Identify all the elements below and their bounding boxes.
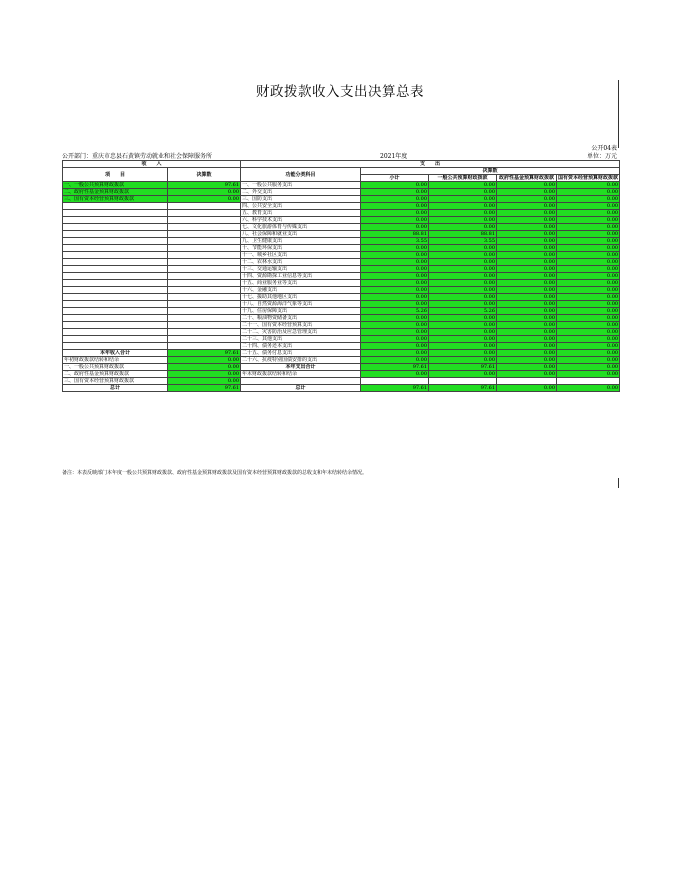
income-summary-value: 97.61: [168, 350, 241, 357]
subtotal-header: 小计: [361, 175, 429, 182]
expense-item-value: 0.00: [557, 273, 620, 280]
empty-cell: [63, 259, 168, 266]
carryover-end-value: 0.00: [557, 371, 620, 378]
expense-item-label: 二十五、债务付息支出: [241, 350, 361, 357]
expense-item-value: 5.26: [361, 308, 429, 315]
empty-cell: [63, 231, 168, 238]
expense-item-value: 0.00: [429, 189, 497, 196]
income-item-label: 一、一般公共预算财政拨款: [63, 182, 168, 189]
empty-cell: [63, 203, 168, 210]
carryover-item-value: 0.00: [168, 364, 241, 371]
table-row: [63, 364, 620, 371]
table-row: [63, 343, 620, 350]
empty-cell: [168, 336, 241, 343]
expense-item-value: 0.00: [497, 350, 557, 357]
expense-item-value: 0.00: [557, 182, 620, 189]
empty-cell: [63, 224, 168, 231]
table-row: [63, 371, 620, 378]
expense-item-label: 七、文化旅游体育与传媒支出: [241, 224, 361, 231]
table-row: [63, 287, 620, 294]
table-row: [63, 385, 620, 392]
expense-item-value: 0.00: [429, 203, 497, 210]
page-title: 财政拨款收入支出决算总表: [256, 84, 424, 100]
table-row: [63, 189, 620, 196]
table-row: [63, 273, 620, 280]
empty-cell: [168, 238, 241, 245]
expense-item-value: 0.00: [497, 343, 557, 350]
expense-item-value: 0.00: [429, 182, 497, 189]
expense-total-value: 97.61: [429, 364, 497, 371]
empty-cell: [168, 203, 241, 210]
expense-item-value: 88.81: [361, 231, 429, 238]
expense-item-value: 0.00: [361, 182, 429, 189]
expense-item-value: 0.00: [497, 287, 557, 294]
table-row: [63, 336, 620, 343]
table-row: [63, 329, 620, 336]
empty-cell: [168, 287, 241, 294]
empty-cell: [168, 252, 241, 259]
expense-item-value: 0.00: [497, 294, 557, 301]
empty-cell: [168, 294, 241, 301]
expense-item-label: 六、科学技术支出: [241, 217, 361, 224]
table-row: [63, 315, 620, 322]
income-header: 收 入: [63, 161, 241, 168]
expense-item-value: 0.00: [429, 273, 497, 280]
empty-cell: [63, 252, 168, 259]
carryover-end-value: 0.00: [429, 371, 497, 378]
expense-item-value: 0.00: [361, 217, 429, 224]
empty-cell: [63, 210, 168, 217]
expense-item-value: 0.00: [557, 259, 620, 266]
expense-item-value: 0.00: [497, 273, 557, 280]
expense-item-value: 0.00: [429, 294, 497, 301]
empty-cell: [63, 280, 168, 287]
empty-cell: [63, 308, 168, 315]
expense-item-value: 0.00: [429, 252, 497, 259]
expense-item-value: 0.00: [497, 245, 557, 252]
expense-item-value: 0.00: [557, 245, 620, 252]
expense-item-value: 0.00: [497, 259, 557, 266]
expense-item-value: 0.00: [361, 315, 429, 322]
expense-item-value: 0.00: [361, 336, 429, 343]
expense-header: 支 出: [241, 161, 620, 168]
expense-item-value: 0.00: [557, 196, 620, 203]
carryover-end-value: 0.00: [361, 371, 429, 378]
expense-item-label: 九、卫生健康支出: [241, 238, 361, 245]
expense-item-value: 3.55: [429, 238, 497, 245]
expense-item-value: 0.00: [429, 196, 497, 203]
empty-cell: [168, 343, 241, 350]
department-label: 公开部门：重庆市忠县石黄镇劳动就业和社会保障服务所: [62, 153, 213, 160]
carryover-item-label: 一、一般公共预算财政拨款: [63, 364, 168, 371]
expense-item-label: 一、一般公共服务支出: [241, 182, 361, 189]
expense-item-value: 0.00: [361, 224, 429, 231]
expense-item-value: 0.00: [497, 196, 557, 203]
gov-fund-header: 政府性基金预算财政拨款: [497, 175, 557, 182]
carryover-end-label: 年末财政拨款结转和结余: [241, 371, 361, 378]
income-item-value: 97.61: [168, 182, 241, 189]
expense-item-label: 二、外交支出: [241, 189, 361, 196]
empty-cell: [168, 280, 241, 287]
footnote: 备注：本表反映部门本年度一般公共预算财政拨款、政府性基金预算财政拨款及国有资本经营预算财政拨款的总收支和年末结转结余情况。: [62, 470, 368, 476]
expense-item-value: 0.00: [361, 280, 429, 287]
expense-item-value: 0.00: [557, 322, 620, 329]
income-summary-value: 0.00: [168, 357, 241, 364]
empty-cell: [241, 378, 361, 385]
expense-item-value: 0.00: [429, 266, 497, 273]
expense-total-label: 本年支出合计: [241, 364, 361, 371]
empty-cell: [361, 378, 429, 385]
expense-item-value: 0.00: [361, 294, 429, 301]
expense-item-value: 0.00: [429, 329, 497, 336]
expense-item-value: 0.00: [429, 357, 497, 364]
expense-item-value: 0.00: [429, 301, 497, 308]
expense-item-label: 十二、农林水支出: [241, 259, 361, 266]
expense-total-value: 0.00: [497, 364, 557, 371]
expense-item-value: 0.00: [557, 315, 620, 322]
carryover-item-value: 0.00: [168, 371, 241, 378]
grand-total-expense: 97.61: [429, 385, 497, 392]
table-row: [63, 217, 620, 224]
expense-item-label: 二十、粮油物资储备支出: [241, 315, 361, 322]
expense-item-value: 0.00: [361, 252, 429, 259]
income-summary-label: 本年收入合计: [63, 350, 168, 357]
sheet-edge-line-bottom: [618, 478, 619, 488]
expense-item-value: 0.00: [557, 287, 620, 294]
empty-cell: [168, 322, 241, 329]
expense-item-value: 0.00: [361, 301, 429, 308]
expense-item-label: 十七、援助其他地区支出: [241, 294, 361, 301]
expense-item-value: 0.00: [429, 336, 497, 343]
expense-item-value: 0.00: [429, 245, 497, 252]
expense-item-value: 0.00: [557, 203, 620, 210]
expense-total-value: 0.00: [557, 364, 620, 371]
table-row: [63, 182, 620, 189]
expense-item-value: 0.00: [497, 224, 557, 231]
expense-item-value: 0.00: [361, 273, 429, 280]
expense-item-value: 0.00: [361, 259, 429, 266]
expense-item-value: 0.00: [497, 266, 557, 273]
income-item-value: 0.00: [168, 189, 241, 196]
empty-cell: [63, 245, 168, 252]
expense-item-value: 0.00: [361, 322, 429, 329]
expense-item-label: 八、社会保障和就业支出: [241, 231, 361, 238]
expense-item-value: 0.00: [497, 315, 557, 322]
empty-cell: [168, 259, 241, 266]
table-row: [63, 252, 620, 259]
expense-item-value: 0.00: [557, 343, 620, 350]
expense-item-label: 二十四、债务还本支出: [241, 343, 361, 350]
expense-item-label: 十六、金融支出: [241, 287, 361, 294]
item-header: 项 目: [63, 168, 168, 182]
general-public-header: 一般公共预算财政拨款: [429, 175, 497, 182]
expense-item-value: 0.00: [557, 210, 620, 217]
table-row: [63, 266, 620, 273]
expense-item-value: 0.00: [557, 231, 620, 238]
state-capital-header: 国有资本经营预算财政拨款: [558, 175, 619, 181]
expense-item-label: 十四、资源勘探工业信息等支出: [241, 273, 361, 280]
expense-item-value: 0.00: [497, 301, 557, 308]
table-row: [63, 203, 620, 210]
expense-item-value: 0.00: [557, 294, 620, 301]
expense-item-value: 0.00: [497, 210, 557, 217]
carryover-end-value: 0.00: [497, 371, 557, 378]
expense-item-value: 0.00: [361, 245, 429, 252]
empty-cell: [168, 273, 241, 280]
expense-item-value: 0.00: [429, 322, 497, 329]
income-item-label: 三、国有资本经营预算财政拨款: [63, 196, 168, 203]
expense-item-value: 5.26: [429, 308, 497, 315]
table-row: [63, 210, 620, 217]
empty-cell: [168, 217, 241, 224]
expense-item-value: 0.00: [361, 210, 429, 217]
expense-item-value: 0.00: [557, 266, 620, 273]
table-row: [63, 350, 620, 357]
carryover-item-label: 三、国有资本经营预算财政拨款: [63, 378, 168, 385]
expense-item-value: 0.00: [429, 210, 497, 217]
expense-item-value: 0.00: [429, 259, 497, 266]
expense-item-value: 0.00: [557, 301, 620, 308]
empty-cell: [63, 301, 168, 308]
table-row: [63, 245, 620, 252]
expense-item-label: 十一、城乡社区支出: [241, 252, 361, 259]
expense-item-label: 四、公共安全支出: [241, 203, 361, 210]
table-row: [63, 231, 620, 238]
empty-cell: [63, 273, 168, 280]
expense-item-value: 0.00: [557, 329, 620, 336]
expense-item-value: 0.00: [429, 315, 497, 322]
table-row: [63, 357, 620, 364]
income-summary-label: 年初财政拨款结转和结余: [63, 357, 168, 364]
empty-cell: [168, 231, 241, 238]
empty-cell: [63, 315, 168, 322]
empty-cell: [63, 329, 168, 336]
table-row: [63, 280, 620, 287]
expense-item-value: 0.00: [557, 224, 620, 231]
expense-item-value: 0.00: [557, 350, 620, 357]
expense-item-value: 0.00: [429, 217, 497, 224]
table-row: [63, 322, 620, 329]
empty-cell: [63, 343, 168, 350]
table-row: [63, 196, 620, 203]
expense-item-value: 0.00: [497, 280, 557, 287]
expense-item-label: 五、教育支出: [241, 210, 361, 217]
empty-cell: [168, 315, 241, 322]
empty-cell: [168, 210, 241, 217]
income-item-label: 二、政府性基金预算财政拨款: [63, 189, 168, 196]
expense-item-value: 0.00: [429, 287, 497, 294]
expense-item-value: 0.00: [497, 322, 557, 329]
empty-cell: [63, 217, 168, 224]
empty-cell: [557, 378, 620, 385]
expense-item-value: 88.81: [429, 231, 497, 238]
empty-cell: [497, 378, 557, 385]
expense-item-label: 十五、商业服务业等支出: [241, 280, 361, 287]
expense-item-value: 0.00: [429, 350, 497, 357]
grand-total-expense: 0.00: [557, 385, 620, 392]
empty-cell: [63, 266, 168, 273]
expense-item-label: 十九、住房保障支出: [241, 308, 361, 315]
expense-item-value: 0.00: [497, 308, 557, 315]
table-row: [63, 224, 620, 231]
empty-cell: [168, 301, 241, 308]
budget-table: [62, 160, 620, 392]
grand-total-label: 总计: [241, 385, 361, 392]
table-row: [63, 259, 620, 266]
expense-item-value: 0.00: [361, 189, 429, 196]
income-item-value: 0.00: [168, 196, 241, 203]
expense-item-label: 十三、交通运输支出: [241, 266, 361, 273]
expense-item-value: 0.00: [557, 189, 620, 196]
carryover-item-label: 二、政府性基金预算财政拨款: [63, 371, 168, 378]
carryover-item-value: 0.00: [168, 378, 241, 385]
expense-item-label: 二十三、其他支出: [241, 336, 361, 343]
expense-item-value: 0.00: [497, 217, 557, 224]
table-row: [63, 301, 620, 308]
table-row: [63, 308, 620, 315]
expense-item-value: 0.00: [497, 357, 557, 364]
expense-item-label: 二十六、抗疫特别国债安排的支出: [241, 357, 361, 364]
expense-item-value: 0.00: [361, 329, 429, 336]
empty-cell: [168, 266, 241, 273]
expense-item-value: 0.00: [361, 350, 429, 357]
grand-total-value: 97.61: [168, 385, 241, 392]
empty-cell: [168, 224, 241, 231]
final-budget-header: 决算数: [361, 168, 620, 175]
expense-item-value: 0.00: [361, 343, 429, 350]
empty-cell: [63, 294, 168, 301]
table-code: 公开04表: [591, 145, 617, 152]
unit-label: 单位：万元: [586, 153, 617, 160]
year-label: 2021年度: [380, 153, 408, 160]
empty-cell: [168, 329, 241, 336]
expense-item-label: 二十一、国有资本经营预算支出: [241, 322, 361, 329]
expense-item-label: 三、国防支出: [241, 196, 361, 203]
expense-item-value: 0.00: [557, 252, 620, 259]
expense-item-value: 0.00: [557, 280, 620, 287]
expense-item-label: 十、节能环保支出: [241, 245, 361, 252]
expense-item-label: 二十二、灾害防治及应急管理支出: [241, 329, 361, 336]
final-amount-header: 决算数: [168, 168, 241, 182]
expense-item-value: 0.00: [429, 280, 497, 287]
grand-total-label: 总计: [63, 385, 168, 392]
expense-item-value: 0.00: [497, 203, 557, 210]
expense-item-value: 0.00: [429, 343, 497, 350]
empty-cell: [429, 378, 497, 385]
expense-item-value: 0.00: [361, 357, 429, 364]
empty-cell: [63, 287, 168, 294]
expense-item-value: 0.00: [557, 357, 620, 364]
expense-item-value: 0.00: [429, 224, 497, 231]
expense-item-value: 0.00: [557, 308, 620, 315]
expense-item-value: 0.00: [361, 287, 429, 294]
expense-item-value: 0.00: [497, 336, 557, 343]
expense-item-value: 0.00: [361, 196, 429, 203]
expense-item-value: 0.00: [557, 238, 620, 245]
table-row: [63, 238, 620, 245]
table-row: [63, 294, 620, 301]
empty-cell: [168, 308, 241, 315]
expense-item-value: 0.00: [497, 252, 557, 259]
empty-cell: [63, 238, 168, 245]
empty-cell: [63, 322, 168, 329]
expense-item-value: 0.00: [497, 238, 557, 245]
expense-item-value: 0.00: [497, 231, 557, 238]
expense-item-value: 3.55: [361, 238, 429, 245]
expense-item-value: 0.00: [497, 329, 557, 336]
empty-cell: [168, 245, 241, 252]
grand-total-expense: 0.00: [497, 385, 557, 392]
expense-item-value: 0.00: [497, 182, 557, 189]
expense-item-label: 十八、自然资源海洋气象等支出: [241, 301, 361, 308]
table-row: [63, 378, 620, 385]
expense-item-value: 0.00: [557, 217, 620, 224]
expense-item-value: 0.00: [361, 203, 429, 210]
expense-total-value: 97.61: [361, 364, 429, 371]
expense-item-value: 0.00: [361, 266, 429, 273]
function-subject-header: 功能分类科目: [241, 168, 361, 182]
expense-item-value: 0.00: [557, 336, 620, 343]
empty-cell: [63, 336, 168, 343]
expense-item-value: 0.00: [497, 189, 557, 196]
grand-total-expense: 97.61: [361, 385, 429, 392]
